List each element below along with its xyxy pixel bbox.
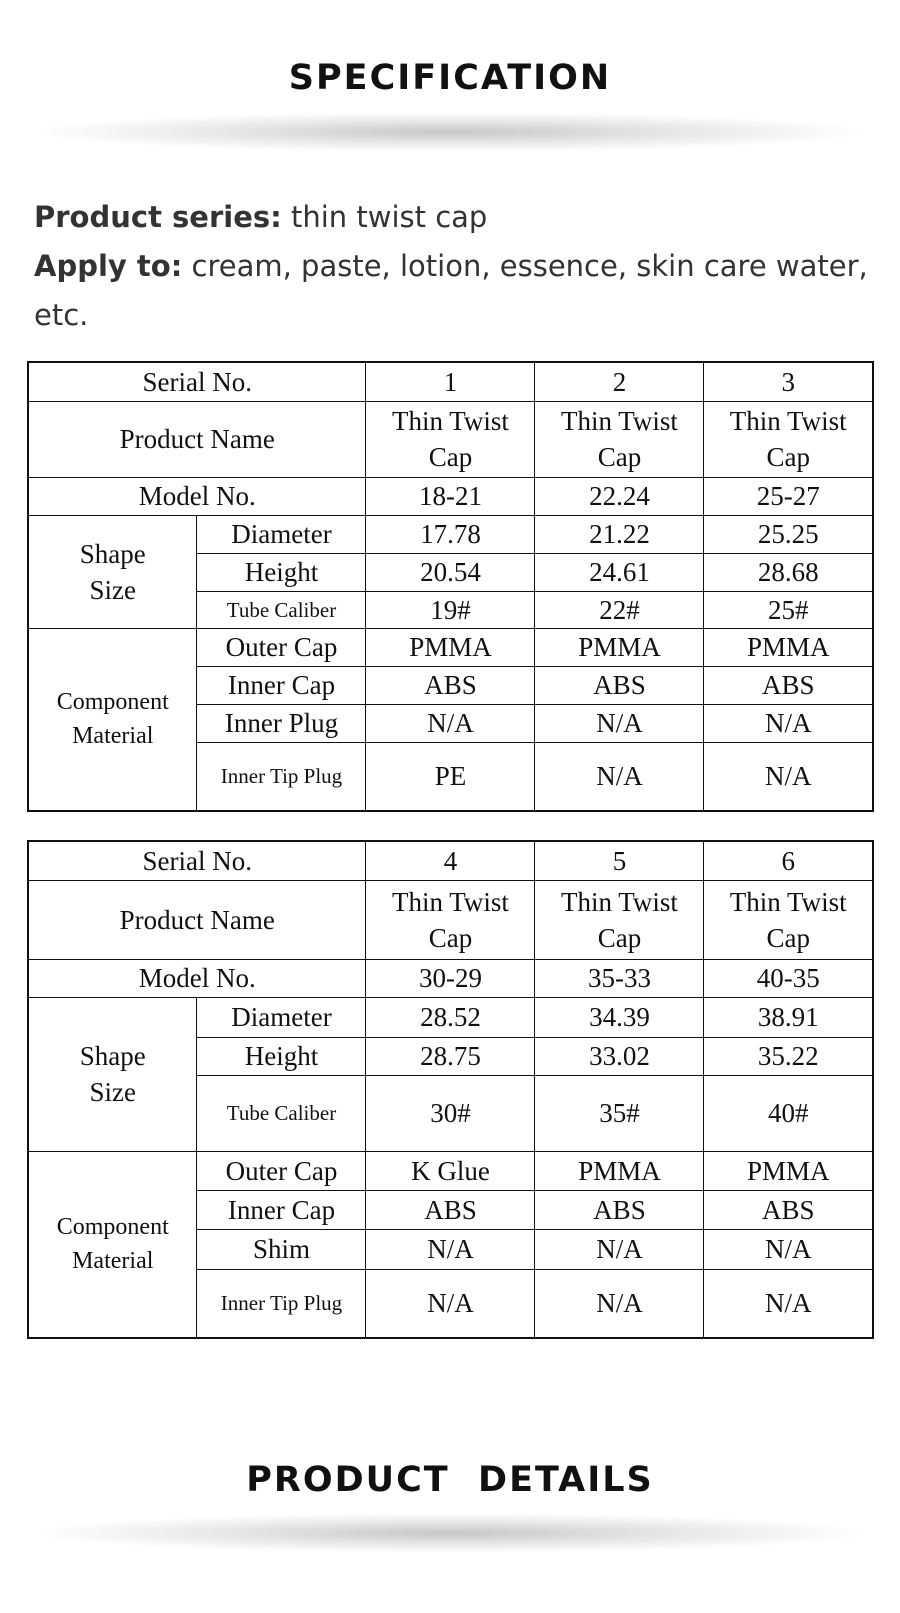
diameter-cell: 34.39	[535, 997, 704, 1037]
caliber-cell: 30#	[366, 1075, 535, 1151]
table-row	[28, 997, 873, 1037]
inner-plug-cell: N/A	[704, 704, 873, 742]
serial-cell: 4	[366, 841, 535, 880]
title-shadow-divider	[25, 112, 875, 152]
product-series-line	[34, 193, 874, 242]
caliber-cell: 25#	[704, 591, 873, 628]
spec-table-2	[27, 840, 874, 1339]
serial-cell: 1	[366, 362, 535, 401]
shim-cell: N/A	[366, 1229, 535, 1269]
diameter-cell: 28.52	[366, 997, 535, 1037]
product-name-cell: Thin Twist Cap	[704, 880, 873, 959]
outer-cap-cell: PMMA	[535, 628, 704, 666]
specification-title: SPECIFICATION	[288, 58, 612, 98]
table-row	[28, 841, 873, 880]
height-label: Height	[197, 553, 366, 591]
caliber-cell: 22#	[535, 591, 704, 628]
table-row	[28, 880, 873, 959]
model-cell: 18-21	[366, 477, 535, 515]
inner-cap-cell: ABS	[704, 1190, 873, 1229]
product-intro	[34, 193, 874, 340]
product-series-label: Product series:	[34, 200, 282, 234]
shim-cell: N/A	[704, 1229, 873, 1269]
product-name-cell: Thin Twist Cap	[366, 401, 535, 477]
inner-cap-cell: ABS	[535, 666, 704, 704]
product-name-cell: Thin Twist Cap	[366, 880, 535, 959]
details-shadow-divider	[25, 1513, 875, 1553]
inner-tip-plug-label: Inner Tip Plug	[197, 742, 366, 811]
height-label: Height	[197, 1037, 366, 1075]
serial-no-label: Serial No.	[28, 362, 366, 401]
diameter-cell: 25.25	[704, 515, 873, 553]
inner-plug-cell: N/A	[366, 704, 535, 742]
outer-cap-cell: PMMA	[366, 628, 535, 666]
shim-label: Shim	[197, 1229, 366, 1269]
apply-to-line	[34, 242, 874, 340]
inner-tip-plug-cell: N/A	[535, 742, 704, 811]
inner-tip-plug-cell: N/A	[704, 742, 873, 811]
model-cell: 25-27	[704, 477, 873, 515]
product-series-value: thin twist cap	[290, 200, 488, 234]
inner-cap-cell: ABS	[366, 1190, 535, 1229]
diameter-cell: 17.78	[366, 515, 535, 553]
outer-cap-cell: PMMA	[704, 1151, 873, 1190]
inner-cap-cell: ABS	[366, 666, 535, 704]
serial-cell: 3	[704, 362, 873, 401]
shape-size-label: Shape Size	[28, 997, 197, 1151]
table-row	[28, 959, 873, 997]
inner-plug-cell: N/A	[535, 704, 704, 742]
inner-tip-plug-cell: PE	[366, 742, 535, 811]
outer-cap-label: Outer Cap	[197, 1151, 366, 1190]
product-name-cell: Thin Twist Cap	[535, 880, 704, 959]
caliber-cell: 40#	[704, 1075, 873, 1151]
shim-cell: N/A	[535, 1229, 704, 1269]
apply-to-value: cream, paste, lotion, essence, skin care water, etc.	[34, 249, 868, 332]
model-no-label: Model No.	[28, 959, 366, 997]
model-cell: 30-29	[366, 959, 535, 997]
inner-tip-plug-cell: N/A	[535, 1269, 704, 1338]
outer-cap-cell: PMMA	[535, 1151, 704, 1190]
table-row	[28, 628, 873, 666]
inner-plug-label: Inner Plug	[197, 704, 366, 742]
inner-cap-cell: ABS	[704, 666, 873, 704]
apply-to-label: Apply to:	[34, 249, 183, 283]
inner-cap-cell: ABS	[535, 1190, 704, 1229]
product-name-cell: Thin Twist Cap	[704, 401, 873, 477]
spec-table-1	[27, 361, 874, 812]
serial-cell: 6	[704, 841, 873, 880]
product-name-label: Product Name	[28, 880, 366, 959]
inner-cap-label: Inner Cap	[197, 1190, 366, 1229]
product-name-cell: Thin Twist Cap	[535, 401, 704, 477]
height-cell: 28.75	[366, 1037, 535, 1075]
product-name-label: Product Name	[28, 401, 366, 477]
component-material-label: Component Material	[28, 1151, 197, 1338]
model-cell: 22.24	[535, 477, 704, 515]
caliber-cell: 35#	[535, 1075, 704, 1151]
table-row	[28, 362, 873, 401]
outer-cap-cell: K Glue	[366, 1151, 535, 1190]
inner-tip-plug-cell: N/A	[704, 1269, 873, 1338]
table-row	[28, 515, 873, 553]
tube-caliber-label: Tube Caliber	[197, 1075, 366, 1151]
serial-no-label: Serial No.	[28, 841, 366, 880]
table-row	[28, 401, 873, 477]
height-cell: 33.02	[535, 1037, 704, 1075]
diameter-cell: 38.91	[704, 997, 873, 1037]
model-cell: 35-33	[535, 959, 704, 997]
inner-tip-plug-cell: N/A	[366, 1269, 535, 1338]
diameter-label: Diameter	[197, 997, 366, 1037]
caliber-cell: 19#	[366, 591, 535, 628]
tube-caliber-label: Tube Caliber	[197, 591, 366, 628]
outer-cap-cell: PMMA	[704, 628, 873, 666]
diameter-label: Diameter	[197, 515, 366, 553]
outer-cap-label: Outer Cap	[197, 628, 366, 666]
component-material-label: Component Material	[28, 628, 197, 811]
height-cell: 20.54	[366, 553, 535, 591]
table-row	[28, 1151, 873, 1190]
shape-size-label: Shape Size	[28, 515, 197, 628]
table-row	[28, 477, 873, 515]
inner-cap-label: Inner Cap	[197, 666, 366, 704]
inner-tip-plug-label: Inner Tip Plug	[197, 1269, 366, 1338]
height-cell: 24.61	[535, 553, 704, 591]
model-no-label: Model No.	[28, 477, 366, 515]
serial-cell: 5	[535, 841, 704, 880]
height-cell: 28.68	[704, 553, 873, 591]
height-cell: 35.22	[704, 1037, 873, 1075]
serial-cell: 2	[535, 362, 704, 401]
product-details-title: PRODUCT DETAILS	[246, 1460, 654, 1500]
model-cell: 40-35	[704, 959, 873, 997]
diameter-cell: 21.22	[535, 515, 704, 553]
